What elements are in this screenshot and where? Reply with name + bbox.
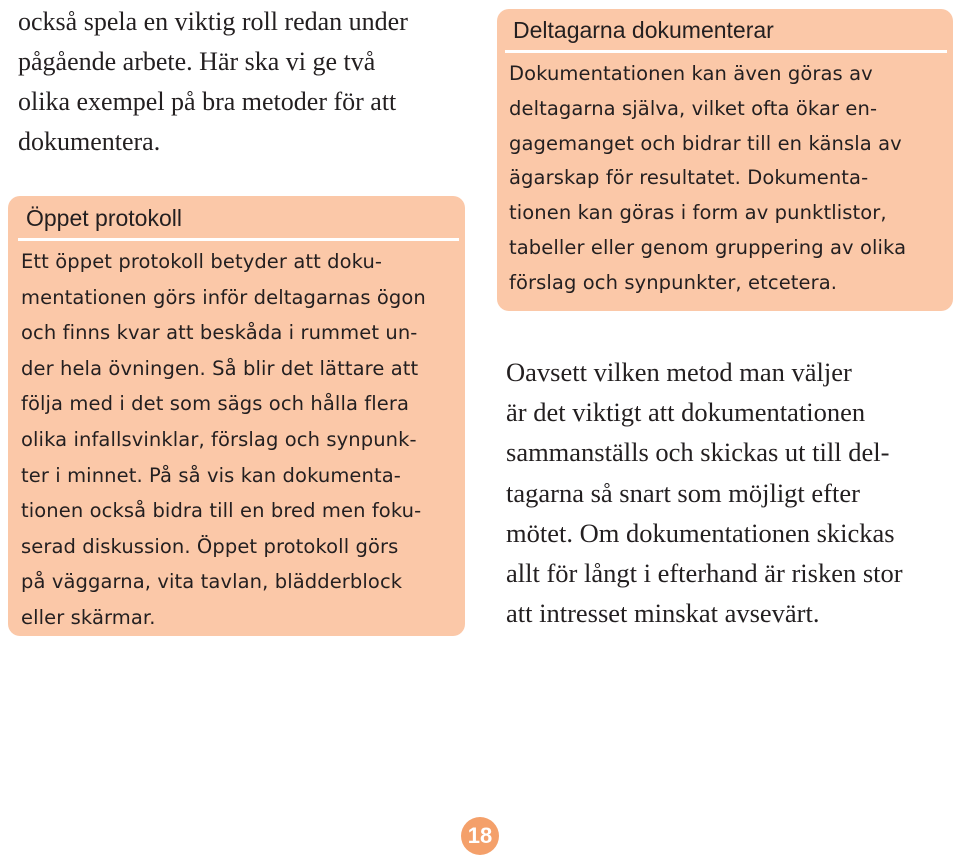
- intro-line: olika exempel på bra metoder för att: [18, 87, 397, 116]
- body-line: ter i minnet. På så vis kan dokumenta-: [21, 463, 401, 487]
- closing-line: Oavsett vilken metod man väljer: [506, 357, 852, 387]
- page-number-badge: 18: [461, 817, 499, 855]
- body-line: olika infallsvinklar, förslag och synpunk-: [21, 427, 417, 451]
- body-line: och finns kvar att beskåda i rummet un-: [21, 321, 418, 345]
- closing-line: tagarna så snart som möjligt efter: [506, 477, 860, 508]
- body-line: förslag och synpunkter, etcetera.: [509, 270, 838, 294]
- body-line: ägarskap för resultatet. Dokumenta-: [509, 166, 869, 190]
- closing-line: att intresset minskat avsevärt.: [506, 598, 820, 629]
- closing-line: är det viktigt att dokumentationen: [506, 397, 866, 428]
- body-line: följa med i det som sägs och hålla flera: [21, 392, 410, 416]
- body-line: Dokumentationen kan även göras av: [509, 62, 873, 85]
- open-protocol-title: Öppet protokoll: [26, 205, 182, 231]
- participants-document-body: [509, 57, 906, 301]
- participants-document-box: [497, 9, 953, 311]
- intro-line: pågående arbete. Här ska vi ge två: [18, 47, 376, 76]
- body-line: tionen kan göras i form av punktlistor,: [509, 201, 887, 225]
- closing-line: allt för långt i efterhand är risken stor: [506, 558, 903, 589]
- body-line: eller skärmar.: [21, 605, 156, 629]
- intro-line: också spela en viktig roll redan under: [18, 7, 408, 36]
- body-line: deltagarna själva, vilket ofta ökar en-: [509, 96, 878, 120]
- participants-document-title: Deltagarna dokumenterar: [513, 17, 774, 43]
- body-line: gagemanget och bidrar till en känsla av: [509, 131, 902, 155]
- body-line: mentationen görs inför deltagarnas ögon: [21, 285, 426, 309]
- open-protocol-body: [21, 244, 426, 636]
- intro-paragraph: [18, 2, 478, 162]
- body-line: der hela övningen. Så blir det lättare att: [21, 356, 419, 380]
- title-divider: [18, 238, 459, 241]
- closing-paragraph: [506, 352, 956, 633]
- body-line: tionen också bidra till en bred men foku-: [21, 499, 422, 523]
- body-line: Ett öppet protokoll betyder att doku-: [21, 250, 383, 273]
- open-protocol-box: [8, 196, 465, 636]
- body-line: serad diskussion. Öppet protokoll görs: [21, 534, 399, 558]
- body-line: tabeller eller genom gruppering av olika: [509, 235, 907, 259]
- title-divider: [505, 50, 947, 53]
- intro-line: dokumentera.: [18, 127, 161, 156]
- body-line: på väggarna, vita tavlan, blädderblock: [21, 570, 403, 594]
- closing-line: mötet. Om dokumentationen skickas: [506, 517, 895, 548]
- closing-line: sammanställs och skickas ut till del-: [506, 437, 890, 468]
